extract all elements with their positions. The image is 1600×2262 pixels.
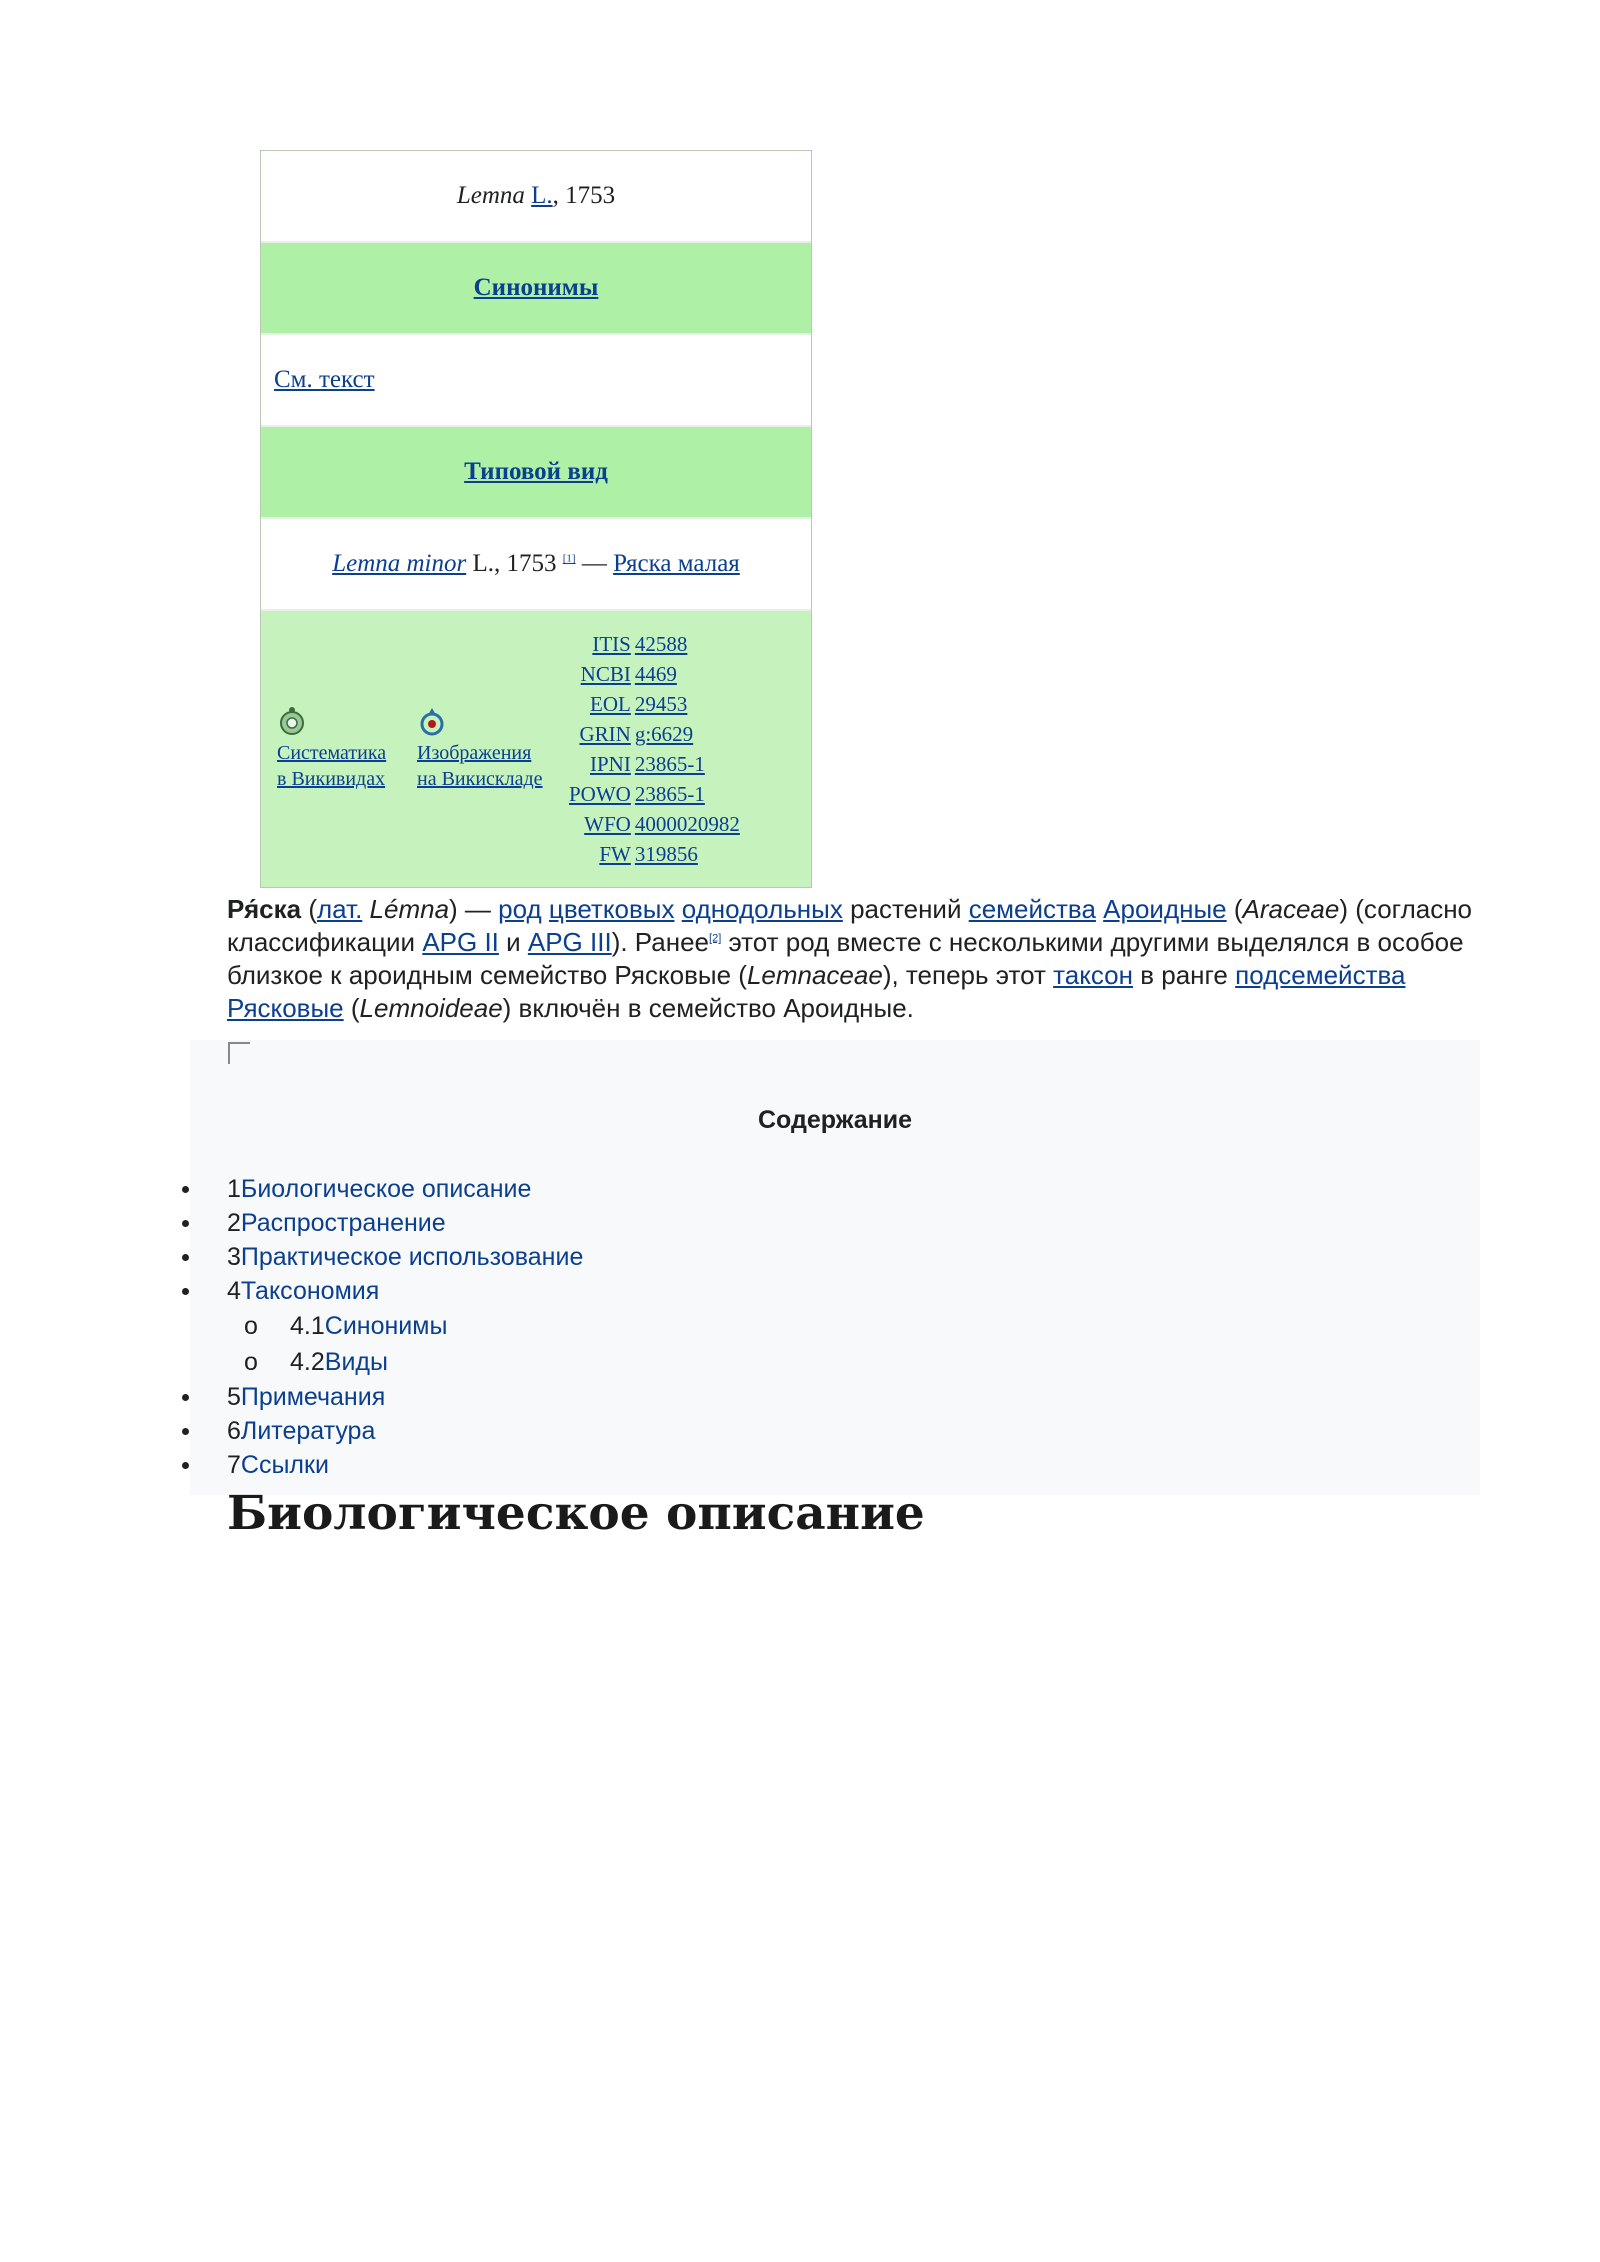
identifier-value-link[interactable]: 29453 xyxy=(634,692,688,716)
identifier-value-link[interactable]: 319856 xyxy=(634,842,698,866)
identifier-key-link[interactable]: NCBI xyxy=(580,662,631,686)
toc-item[interactable] xyxy=(190,1206,583,1240)
toc-item-link[interactable]: Синонимы xyxy=(324,1312,448,1340)
wikispecies-icon xyxy=(277,706,307,736)
wikispecies-line2[interactable]: в Викивидах xyxy=(277,768,386,790)
synonyms-heading-row xyxy=(261,243,811,333)
toc-item-link[interactable]: Биологическое описание xyxy=(240,1175,532,1203)
toc-item-number: 4.1 xyxy=(290,1312,325,1340)
toc-item[interactable] xyxy=(190,1380,583,1414)
identifier-value-link[interactable]: 42588 xyxy=(634,632,688,656)
monocots-link[interactable]: однодольных xyxy=(681,894,843,924)
toc-sub-bullet: o xyxy=(244,1348,258,1376)
identifier-row xyxy=(567,839,742,869)
identifier-row xyxy=(567,719,742,749)
identifier-key-link[interactable]: POWO xyxy=(569,782,631,806)
section-heading: Биологическое описание xyxy=(227,1486,925,1541)
taxon-link[interactable]: таксон xyxy=(1053,960,1133,990)
lemnaceae-latin: Lemnaceae xyxy=(746,960,883,990)
toc-item-number: 4 xyxy=(227,1277,241,1305)
toc-toggle-checkbox[interactable] xyxy=(228,1042,250,1064)
toc-item-number: 6 xyxy=(227,1417,241,1445)
identifier-key-link[interactable]: WFO xyxy=(584,812,631,836)
article-title-bold: Ря́ска xyxy=(227,894,302,924)
table-of-contents xyxy=(190,1040,1480,1495)
toc-item-link[interactable]: Практическое использование xyxy=(240,1243,584,1271)
lead-paragraph: Ря́ска (лат. Lémna) — род цветковых однодольных растений семейства Ароидные (Araceae) (согласно классификации APG II и APG III). Ранее[2] этот род вместе с несколькими другими выделялся в особое близкое к ароидным семейство Рясковые (Lemnaceae), теперь этот таксон в ранге подсемейства Рясковые (Lemnoideae) включён в семейство Ароидные. xyxy=(227,894,1473,1023)
identifier-value-link[interactable]: 23865-1 xyxy=(634,782,705,806)
genus-name: Lemna xyxy=(456,182,525,209)
synonyms-text-row xyxy=(261,335,811,425)
identifier-value-link[interactable]: 23865-1 xyxy=(634,752,705,776)
toc-item[interactable] xyxy=(190,1172,583,1206)
apg3-link[interactable]: APG III xyxy=(527,927,612,957)
flowering-link[interactable]: цветковых xyxy=(548,894,675,924)
wikimedia-commons-icon xyxy=(417,706,447,736)
taxobox-links-row xyxy=(261,611,811,887)
toc-item-link[interactable]: Литература xyxy=(240,1417,376,1445)
identifier-row xyxy=(567,629,742,659)
type-species-row xyxy=(261,519,811,609)
toc-item-link[interactable]: Таксономия xyxy=(240,1277,380,1305)
type-species-heading-row xyxy=(261,427,811,517)
toc-item[interactable] xyxy=(190,1308,583,1344)
type-species-common-link[interactable]: Ряска малая xyxy=(613,550,740,577)
identifier-value-link[interactable]: 4469 xyxy=(634,662,677,686)
taxobox xyxy=(260,150,812,888)
type-species-author: L., 1753 xyxy=(466,550,563,577)
toc-item[interactable] xyxy=(190,1344,583,1380)
latin-link[interactable]: лат. xyxy=(317,894,363,924)
latin-name: Lémna xyxy=(369,894,450,924)
toc-item-link[interactable]: Ссылки xyxy=(240,1451,329,1479)
family-link[interactable]: семейства xyxy=(968,894,1096,924)
taxobox-author-row xyxy=(261,151,811,241)
author-year: , 1753 xyxy=(552,182,616,209)
dash: — xyxy=(575,550,614,577)
toc-sub-bullet: o xyxy=(244,1312,258,1340)
commons-line2[interactable]: на Викискладе xyxy=(417,768,543,790)
identifier-row xyxy=(567,689,742,719)
identifier-row xyxy=(567,659,742,689)
identifier-value-link[interactable]: g:6629 xyxy=(634,722,694,746)
toc-item-link[interactable]: Примечания xyxy=(240,1383,386,1411)
identifier-key-link[interactable]: FW xyxy=(599,842,631,866)
toc-item-number: 4.2 xyxy=(290,1348,325,1376)
identifiers xyxy=(567,629,742,869)
identifier-key-link[interactable]: GRIN xyxy=(579,722,631,746)
araceae-latin: Araceae xyxy=(1242,894,1340,924)
lemnoideae-latin: Lemnoideae xyxy=(359,993,503,1023)
synonyms-heading-link[interactable]: Синонимы xyxy=(473,274,599,301)
toc-list xyxy=(190,1172,583,1482)
toc-item[interactable] xyxy=(190,1448,583,1482)
author-link[interactable]: L. xyxy=(531,182,553,209)
identifier-key-link[interactable]: EOL xyxy=(590,692,631,716)
toc-item-number: 3 xyxy=(227,1243,241,1271)
identifier-row xyxy=(567,749,742,779)
lemnoideae-link[interactable]: Рясковые xyxy=(227,993,344,1023)
genus-link[interactable]: род xyxy=(498,894,542,924)
commons-project[interactable] xyxy=(417,706,557,792)
identifier-row xyxy=(567,779,742,809)
toc-item[interactable] xyxy=(190,1414,583,1448)
identifier-key-link[interactable]: ITIS xyxy=(592,632,631,656)
identifier-key-link[interactable]: IPNI xyxy=(590,752,631,776)
apg2-link[interactable]: APG II xyxy=(422,927,499,957)
toc-item-link[interactable]: Виды xyxy=(324,1348,388,1376)
toc-item-number: 5 xyxy=(227,1383,241,1411)
subfamily-link[interactable]: подсемейства xyxy=(1235,960,1406,990)
type-species-link[interactable]: Lemna minor xyxy=(332,550,467,577)
toc-item[interactable] xyxy=(190,1240,583,1274)
wikispecies-project[interactable] xyxy=(277,706,417,792)
ref-2-link[interactable]: [2] xyxy=(709,932,722,945)
araceae-link[interactable]: Ароидные xyxy=(1103,894,1227,924)
identifier-value-link[interactable]: 4000020982 xyxy=(634,812,740,836)
toc-title: Содержание xyxy=(757,1106,913,1134)
toc-item-link[interactable]: Распространение xyxy=(240,1209,446,1237)
identifier-row xyxy=(567,809,742,839)
toc-item-number: 7 xyxy=(227,1451,241,1479)
synonyms-see-text-link[interactable]: См. текст xyxy=(274,366,375,393)
toc-item[interactable] xyxy=(190,1274,583,1308)
toc-item-number: 2 xyxy=(227,1209,241,1237)
toc-item-number: 1 xyxy=(227,1175,241,1203)
type-species-heading-link[interactable]: Типовой вид xyxy=(464,458,608,485)
commons-line1[interactable]: Изображения xyxy=(417,742,532,764)
wikispecies-line1[interactable]: Систематика xyxy=(277,742,387,764)
ref-1-link[interactable]: [1] xyxy=(562,552,576,565)
